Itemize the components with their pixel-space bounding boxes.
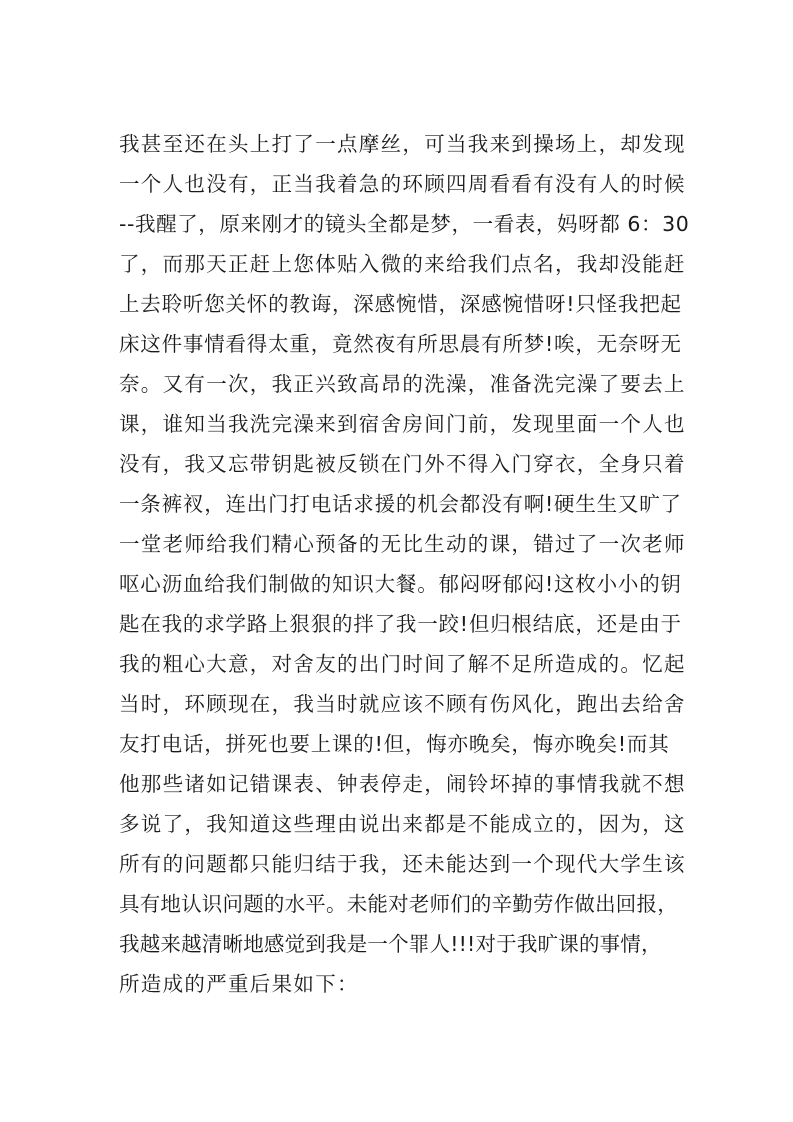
text-line: 匙在我的求学路上狠狠的拌了我一跤!但归根结底，还是由于: [119, 612, 682, 636]
text-line: 他那些诸如记错课表、钟表停走，闹铃坏掉的事情我就不想: [119, 772, 686, 796]
text-line: 多说了，我知道这些理由说出来都是不能成立的，因为，这: [119, 812, 686, 836]
body-paragraph: [119, 124, 689, 1004]
text-line: --我醒了，原来刚才的镜头全都是梦，一看表，妈呀都 6：30: [119, 212, 690, 236]
text-line: 一堂老师给我们精心预备的无比生动的课，错过了一次老师: [119, 532, 686, 556]
text-line: 所造成的严重后果如下：: [119, 972, 359, 996]
text-line: 没有，我又忘带钥匙被反锁在门外不得入门穿衣，全身只着: [119, 452, 686, 476]
text-line: 我甚至还在头上打了一点摩丝，可当我来到操场上，却发现: [119, 132, 686, 156]
text-line: 床这件事情看得太重，竟然夜有所思晨有所梦!唉，无奈呀无: [119, 332, 682, 356]
text-line: 奈。又有一次，我正兴致高昂的洗澡，准备洗完澡了要去上: [119, 372, 686, 396]
text-line: 友打电话，拼死也要上课的!但，悔亦晚矣，悔亦晚矣!而其: [119, 732, 670, 756]
text-line: 呕心沥血给我们制做的知识大餐。郁闷呀郁闷!这枚小小的钥: [119, 572, 682, 596]
text-line: 一条裤衩，连出门打电话求援的机会都没有啊!硬生生又旷了: [119, 492, 682, 516]
text-line: 了，而那天正赶上您体贴入微的来给我们点名，我却没能赶: [119, 252, 686, 276]
text-line: 所有的问题都只能归结于我，还未能达到一个现代大学生该: [119, 852, 686, 876]
text-line: 当时，环顾现在，我当时就应该不顾有伤风化，跑出去给舍: [119, 692, 686, 716]
text-line: 我越来越清晰地感觉到我是一个罪人!!!对于我旷课的事情，: [119, 932, 662, 956]
text-line: 具有地认识问题的水平。未能对老师们的辛勤劳作做出回报，: [119, 892, 678, 916]
text-line: 上去聆听您关怀的教诲，深感惋惜，深感惋惜呀!只怪我把起: [119, 292, 682, 316]
text-line: 一个人也没有，正当我着急的环顾四周看看有没有人的时候: [119, 172, 686, 196]
text-line: 课，谁知当我洗完澡来到宿舍房间门前，发现里面一个人也: [119, 412, 686, 436]
text-line: 我的粗心大意，对舍友的出门时间了解不足所造成的。忆起: [119, 652, 686, 676]
